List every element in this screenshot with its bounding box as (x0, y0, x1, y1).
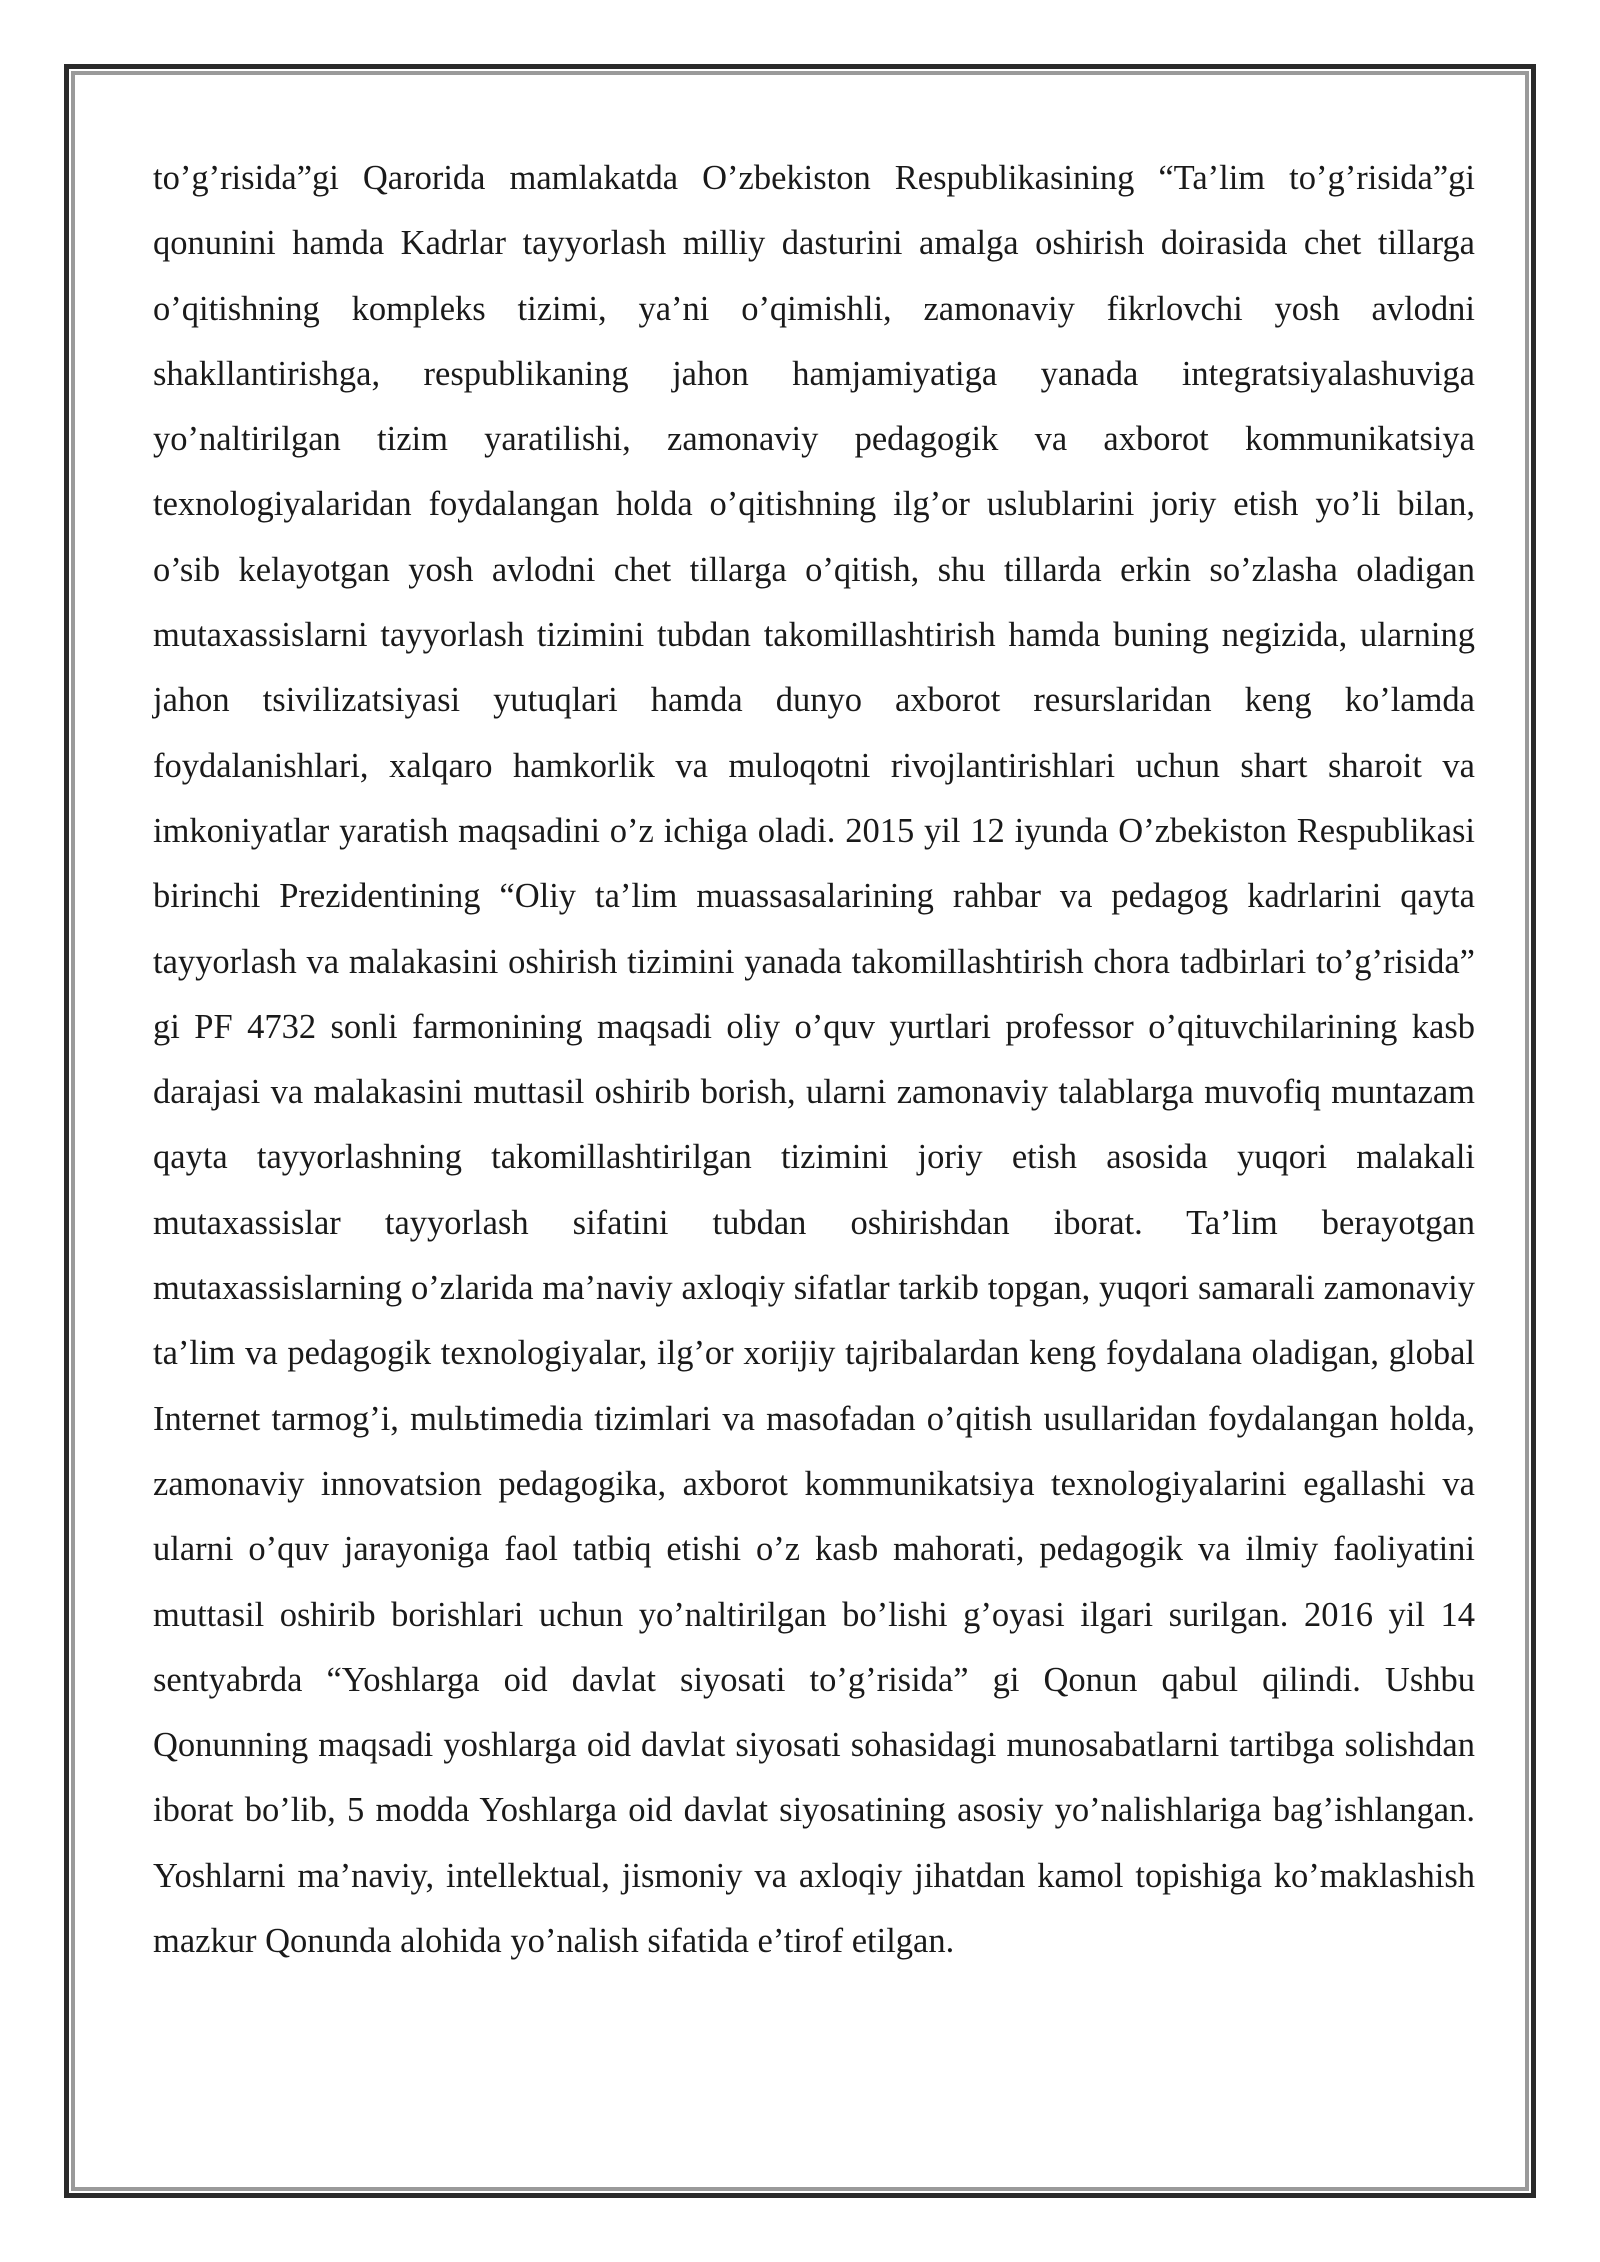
body-paragraph: to’g’risida”gi Qarorida mamlakatda O’zbekiston Respublikasining “Ta’lim to’g’risida”gi qonunini hamda Kadrlar tayyorlash milliy dasturini amalga oshirish doirasida chet tillarga o’qitishning kompleks tizimi, ya’ni o’qimishli, zamonaviy fikrlovchi yosh avlodni shakllantirishga, respublikaning jahon hamjamiyatiga yanada integratsiyalashuviga yo’naltirilgan tizim yaratilishi, zamonaviy pedagogik va axborot kommunikatsiya texnologiyalaridan foydalangan holda o’qitishning ilg’or uslublarini joriy etish yo’li bilan, o’sib kelayotgan yosh avlodni chet tillarga o’qitish, shu tillarda erkin so’zlasha oladigan mutaxassislarni tayyorlash tizimini tubdan takomillashtirish hamda buning negizida, ularning jahon tsivilizatsiyasi yutuqlari hamda dunyo axborot resurslaridan keng ko’lamda foydalanishlari, xalqaro hamkorlik va muloqotni rivojlantirishlari uchun shart sharoit va imkoniyatlar yaratish maqsadini o’z ichiga oladi. 2015 yil 12 iyunda O’zbekiston Respublikasi birinchi Prezidentining “Oliy ta’lim muassasalarining rahbar va pedagog kadrlarini qayta tayyorlash va malakasini oshirish tizimini yanada takomillashtirish chora tadbirlari to’g’risida” gi PF 4732 sonli farmonining maqsadi oliy o’quv yurtlari professor o’qituvchilarining kasb darajasi va malakasini muttasil oshirib borish, ularni zamonaviy talablarga muvofiq muntazam qayta tayyorlashning takomillashtirilgan tizimini joriy etish asosida yuqori malakali mutaxassislar tayyorlash sifatini tubdan oshirishdan iborat. Ta’lim berayotgan mutaxassislarning o’zlarida ma’naviy axloqiy sifatlar tarkib topgan, yuqori samarali zamonaviy ta’lim va pedagogik texnologiyalar, ilg’or xorijiy tajribalardan keng foydalana oladigan, global Internet tarmog’i, mulьtimedia tizimlari va masofadan o’qitish usullaridan foydalangan holda, zamonaviy innovatsion pedagogika, axborot kommunikatsiya texnologiyalarini egallashi va ularni o’quv jarayoniga faol tatbiq etishi o’z kasb mahorati, pedagogik va ilmiy faoliyatini muttasil oshirib borishlari uchun yo’naltirilgan bo’lishi g’oyasi ilgari surilgan. 2016 yil 14 sentyabrda “Yoshlarga oid davlat siyosati to’g’risida” gi Qonun qabul qilindi. Ushbu Qonunning maqsadi yoshlarga oid davlat siyosati sohasidagi munosabatlarni tartibga solishdan iborat bo’lib, 5 modda Yoshlarga oid davlat siyosatining asosiy yo’nalishlariga bag’ishlangan. Yoshlarni ma’naviy, intellektual, jismoniy va axloqiy jihatdan kamol topishiga ko’maklashish mazkur Qonunda alohida yo’nalish sifatida e’tirof etilgan. (153, 159, 1475, 1961)
